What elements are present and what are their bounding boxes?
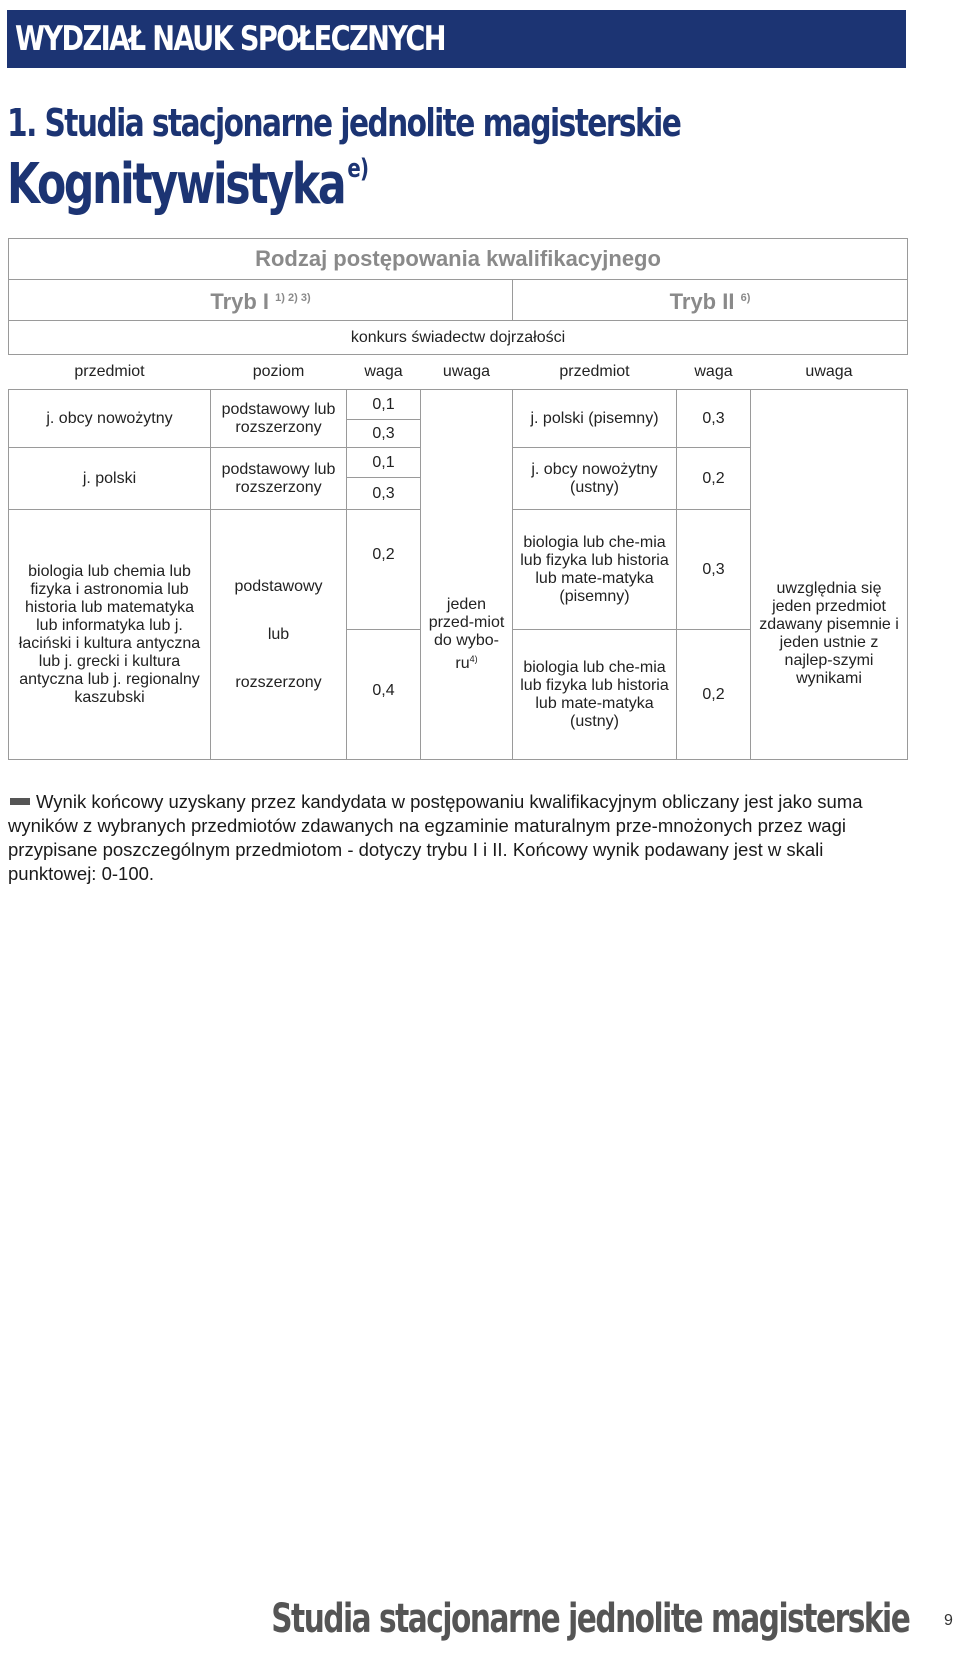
weight-cell: 0,3 bbox=[347, 420, 421, 448]
mode2-weight-cell: 0,2 bbox=[677, 630, 751, 760]
mode2-weight-cell: 0,3 bbox=[677, 390, 751, 448]
col-weight-2: waga bbox=[694, 363, 733, 380]
faculty-banner bbox=[7, 10, 906, 68]
table-row bbox=[9, 510, 908, 630]
mode1-header: Tryb I $^{1) 2) 3)}$ bbox=[9, 280, 513, 321]
level-cell: podstawowy lub rozszerzony bbox=[211, 390, 347, 448]
mode2-weight-cell: 0,2 bbox=[677, 448, 751, 510]
mode2-subject-cell: j. polski (pisemny) bbox=[513, 390, 677, 448]
level-or: lub bbox=[267, 625, 290, 643]
note-cell bbox=[421, 510, 513, 760]
footer-title: Studia stacjonarne jednolite magisterskie bbox=[270, 1596, 909, 1642]
program-name: Kognitywistyka bbox=[7, 152, 345, 217]
weight-cell: 0,1 bbox=[347, 448, 421, 478]
note-text: jeden przed-miot do wybo-ru bbox=[428, 595, 505, 672]
exam-type: konkurs świadectw dojrzałości bbox=[9, 321, 908, 355]
mode2-subject-cell: j. obcy nowożytny (ustny) bbox=[513, 448, 677, 510]
program-footnote: e) bbox=[347, 154, 369, 184]
running-footer bbox=[47, 1596, 909, 1642]
weight-cell: 0,4 bbox=[347, 630, 421, 760]
column-headers bbox=[9, 355, 908, 390]
dash-bullet-icon bbox=[10, 798, 30, 805]
subject-cell: j. obcy nowożytny bbox=[9, 390, 211, 448]
col-subject: przedmiot bbox=[74, 363, 145, 380]
weight-cell: 0,1 bbox=[347, 390, 421, 420]
col-subject-2: przedmiot bbox=[559, 363, 630, 380]
subject-cell: j. polski bbox=[9, 448, 211, 510]
subject-cell: biologia lub chemia lub fizyka i astronomia lub historia lub matematyka lub informatyka lub j. łaciński i kultura antyczna lub j. grecki i kultura antyczna lub j. regionalny kaszubski bbox=[9, 510, 211, 760]
section-title: 1. Studia stacjonarne jednolite magisterskie bbox=[7, 101, 681, 145]
mode2-header: Tryb II $^{6)}$ bbox=[513, 280, 908, 321]
col-level: poziom bbox=[252, 363, 305, 380]
mode2-subject-cell: biologia lub che-mia lub fizyka lub historia lub mate-matyka (pisemny) bbox=[513, 510, 677, 630]
col-note: uwaga bbox=[442, 363, 491, 380]
weight-cell: 0,2 bbox=[347, 510, 421, 630]
program-title bbox=[7, 152, 482, 217]
note-cell-empty bbox=[421, 390, 513, 510]
col-weight: waga bbox=[364, 363, 403, 380]
mode2-note-cell-empty bbox=[751, 390, 908, 510]
page-number: 9 bbox=[944, 1612, 953, 1629]
mode2-note-cell: uwzględnia się jeden przedmiot zdawany pisemnie i jeden ustnie z najlep-szymi wynikami bbox=[751, 510, 908, 760]
table-title: Rodzaj postępowania kwalifikacyjnego bbox=[9, 239, 908, 280]
weight-cell: 0,3 bbox=[347, 478, 421, 510]
level-cell bbox=[211, 510, 347, 760]
level-basic: podstawowy bbox=[234, 577, 323, 595]
faculty-title: WYDZIAŁ NAUK SPOŁECZNYCH bbox=[15, 19, 445, 59]
mode2-weight-cell: 0,3 bbox=[677, 510, 751, 630]
mode2-subject-cell: biologia lub che-mia lub fizyka lub historia lub mate-matyka (ustny) bbox=[513, 630, 677, 760]
admission-table bbox=[8, 238, 908, 760]
level-cell: podstawowy lub rozszerzony bbox=[211, 448, 347, 510]
col-note-2: uwaga bbox=[805, 363, 853, 380]
level-extended: rozszerzony bbox=[235, 673, 322, 691]
table-row bbox=[9, 390, 908, 420]
note-text: Wynik końcowy uzyskany przez kandydata w postępowaniu kwalifikacyjnym obliczany jest jako suma wyników z wybranych przedmiotów zdawanych na egzaminie maturalnym prze-mnożonych przez wagi przypisane poszczególnym przedmiotom - dotyczy trybu I i II. Końcowy wynik podawany jest w skali punktowej: 0-100. bbox=[8, 791, 863, 884]
final-score-note bbox=[8, 790, 907, 886]
note-footnote: 4) bbox=[469, 653, 478, 664]
